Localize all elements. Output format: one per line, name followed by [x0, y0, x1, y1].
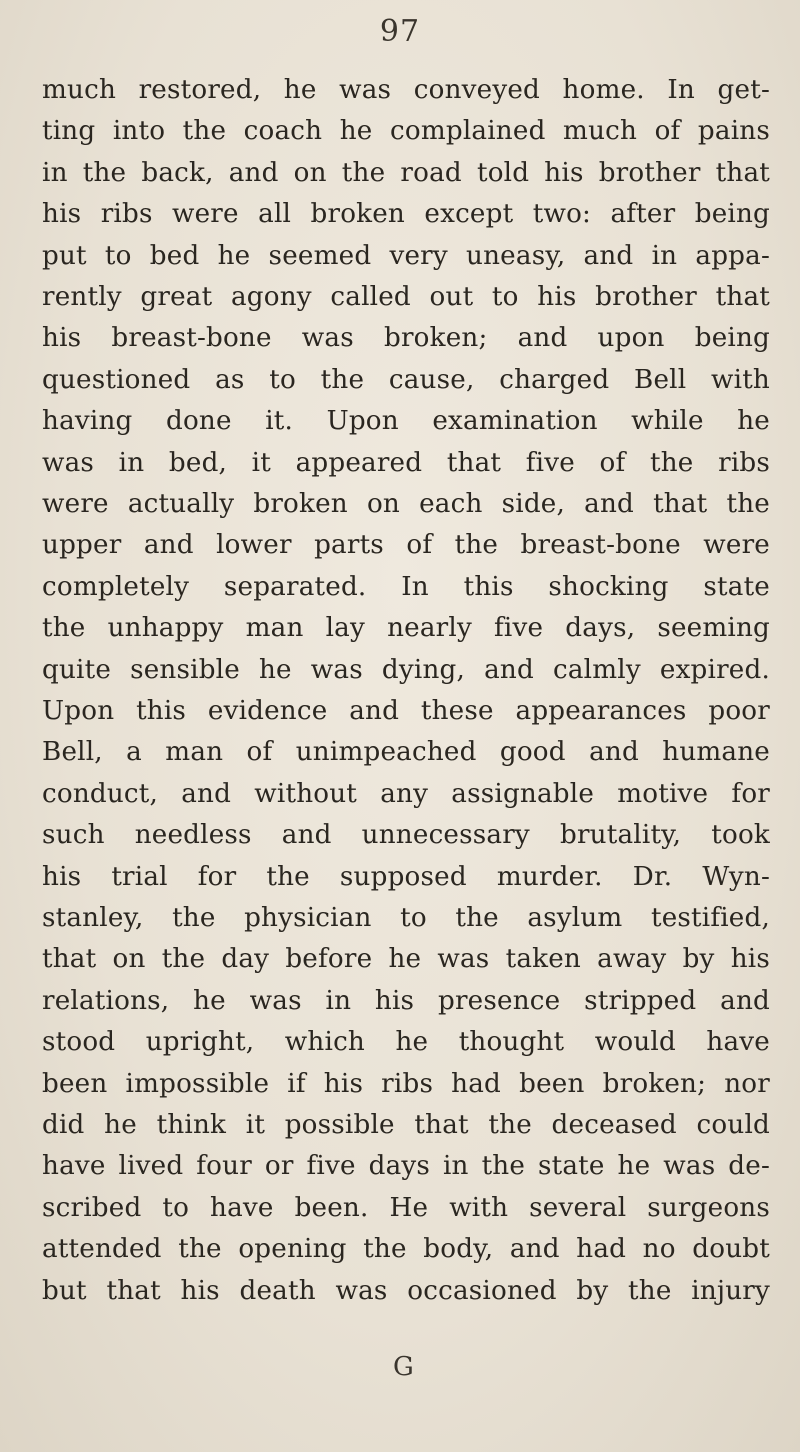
text-line: been impossible if his ribs had been broken; nor: [42, 1068, 770, 1099]
text-line: were actually broken on each side, and that the: [42, 489, 770, 519]
text-line: put to bed he seemed very uneasy, and in appa-: [42, 240, 770, 271]
text-line: having done it. Upon examination while he: [42, 406, 770, 437]
text-line: but that his death was occasioned by the injury: [42, 1275, 770, 1306]
text-line: rently great agony called out to his brother that: [42, 282, 770, 312]
text-line: scribed to have been. He with several surgeons: [42, 1192, 770, 1223]
text-line: questioned as to the cause, charged Bell with: [42, 364, 770, 395]
text-line: attended the opening the body, and had no doubt: [42, 1234, 770, 1265]
text-line: upper and lower parts of the breast-bone were: [42, 530, 770, 561]
text-line: in the back, and on the road told his brother that: [42, 157, 770, 188]
text-line: that on the day before he was taken away by his: [42, 944, 770, 975]
text-line: his breast-bone was broken; and upon being: [42, 323, 770, 354]
text-line: was in bed, it appeared that five of the ribs: [42, 447, 770, 478]
text-line: have lived four or five days in the state he was de-: [42, 1151, 770, 1182]
text-line: such needless and unnecessary brutality, took: [42, 820, 770, 851]
text-line: the unhappy man lay nearly five days, seeming: [42, 613, 770, 644]
text-line: Bell, a man of unimpeached good and humane: [42, 737, 770, 768]
text-line: ting into the coach he complained much of pains: [42, 116, 770, 147]
text-line: Upon this evidence and these appearances poor: [42, 696, 770, 726]
page-number: 97: [379, 14, 421, 49]
text-line: conduct, and without any assignable motive for: [42, 778, 770, 809]
text-line: much restored, he was conveyed home. In get-: [42, 75, 770, 105]
text-line: his trial for the supposed murder. Dr. Wyn-: [42, 861, 770, 892]
text-line: completely separated. In this shocking state: [42, 571, 770, 602]
text-line: relations, he was in his presence stripped and: [42, 985, 770, 1016]
text-line: stanley, the physician to the asylum testified,: [42, 903, 770, 933]
text-line: quite sensible he was dying, and calmly expired.: [42, 654, 770, 685]
text-line: his ribs were all broken except two: after being: [42, 199, 770, 230]
text-line: did he think it possible that the deceased could: [42, 1110, 770, 1140]
text-line: stood upright, which he thought would have: [42, 1027, 770, 1058]
signature-mark: G: [393, 1352, 414, 1382]
